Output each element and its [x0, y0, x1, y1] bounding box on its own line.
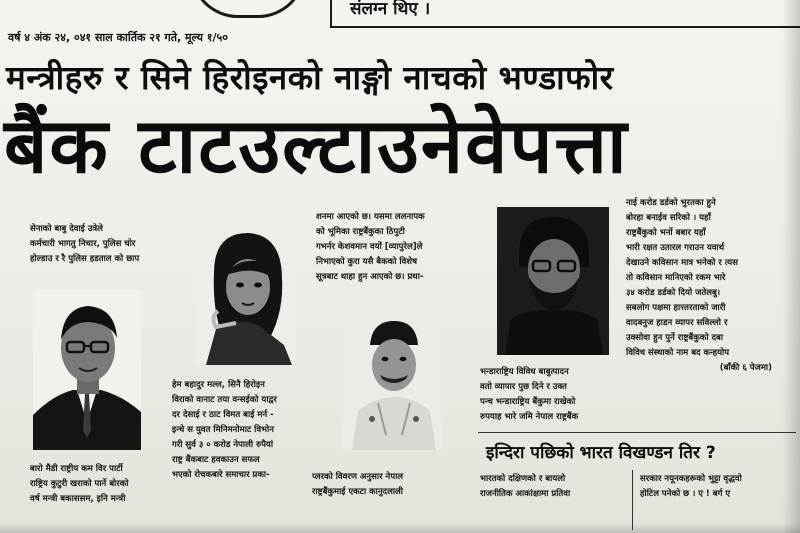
text-line: गरी सुर्व ३ ० करोड नेपाली रुपैयां	[172, 440, 274, 450]
column-4-bottom-text	[480, 472, 630, 502]
section-headline: इन्दिरा पछिको भारत विखण्डन तिर ?	[486, 443, 716, 463]
text-line: सरकार नयूनकहरूको भुट्टा वृद्धवो	[640, 474, 742, 484]
text-line: भारतको दक्षिणको र बायलो	[480, 474, 566, 484]
photo-man-in-suit	[33, 290, 141, 450]
text-line: भएको रोचकबारे समाचार प्रका-	[172, 470, 270, 480]
headline-main: बैंक टाटउल्टाउनेवेपत्ता	[4, 101, 629, 190]
column-4-text	[480, 365, 640, 425]
text-line: बोरहा बनाईव सरिको । यहाँ	[626, 213, 711, 223]
text-line: निभाएको कुरा यसै बैकको विशेष	[316, 257, 417, 267]
column-divider	[632, 470, 633, 530]
masthead-logo-fragment	[190, 0, 306, 18]
text-line: राष्ट्र बैंकबाट हवकाउन सफल	[172, 455, 260, 465]
top-caption-box	[330, 0, 800, 28]
text-line: सबलोग पक्षमा हात्त्तरताको जारी	[626, 303, 726, 313]
text-line: विराको वानाट तया वन्सईको याद्वर	[172, 395, 277, 405]
text-line: राजनीतिक आकांक्षामा प्रतिवा	[480, 489, 571, 499]
text-line: तो कविसान मानिएको रकम भारे	[626, 273, 726, 283]
top-caption-text: संलग्न थिए ।	[350, 0, 431, 19]
text-line: रुपयाह भारे जमि नेपाल राष्ट्रबैंक	[480, 412, 579, 422]
text-line: सूत्रबाट थाहा हुन आएको छ। प्रथा-	[316, 272, 424, 282]
text-line: हेम बहादुर मल्ल, सिनै हिरोइन	[172, 380, 265, 390]
photo-actress	[196, 225, 296, 365]
text-line: प्लरको विवरण अनुसार नेपाल	[312, 472, 404, 482]
column-5-text	[626, 196, 786, 376]
column-1-top-text	[30, 222, 170, 267]
text-line: कर्मचारी भागतु निचार, पुलिस चोर	[30, 239, 136, 249]
text-line: विविध संस्थाको नाम बद कन्हयोप	[626, 348, 730, 358]
text-line: गभर्नर केशवमान वयों [व्यापुरेल]ले	[316, 242, 423, 252]
text-line: को भूमिका राष्ट्रबैंकुका ठिपुटी	[316, 227, 405, 237]
column-2-text	[172, 378, 322, 483]
column-3-bottom-text	[312, 470, 482, 500]
text-line: वर्ष मन्त्री बकाससम, इनि मन्त्री	[30, 494, 126, 504]
text-line: ३४ करोड डर्डको दियो जतेलबु।	[626, 288, 721, 298]
text-line: भारी रक्षत उतारल गराउन यवार्थ	[626, 243, 725, 253]
text-line: राष्ट्रबैंकुमाई एकटा कानुदलाली	[312, 487, 404, 497]
text-line: राष्ट्रबैंकुको भर्नो बबार यहाँ	[626, 228, 706, 238]
paper-shadow-right	[782, 0, 800, 533]
text-line: वादबनुज हाडन व्यापर सविल्लो र	[626, 318, 728, 328]
continued-note: (बाँकी ६ पेजमा)	[719, 363, 772, 373]
text-line: होटिल पनेको छ । ए ! बर्ग ए	[640, 489, 731, 499]
headline-secondary: मन्त्रीहरु र सिने हिरोइनको नाङ्गो नाचको भण्डाफोर	[6, 58, 614, 97]
photo-bearded-man	[497, 207, 609, 355]
text-line: सेनाको बाबु देवाई उत्रेले	[30, 224, 103, 234]
text-line: होल्डाउ र रै पुलिस हडताल को छाप	[30, 254, 140, 264]
text-line: इन्चे स युवत मिनिमनोमाट विभोन	[172, 425, 274, 435]
section-divider	[478, 432, 796, 433]
text-line: राष्ट्रिय कुटुरी खराको पार्ने बोरको	[30, 479, 129, 489]
column-3-top-text	[316, 210, 476, 285]
column-1-bottom-text	[30, 462, 170, 507]
text-line: भन्डाराष्ट्रिय विविध बाबुत्पादन	[480, 367, 569, 377]
text-line: शनमा आएको छ। यसमा ललनापक	[316, 212, 425, 222]
paper-shadow-bottom	[0, 523, 800, 533]
text-line: दर देसाई र ठाट विमत बाई मर्न -	[172, 410, 274, 420]
text-line: बारो मैडी राष्ट्रीय कम विर पार्टी	[30, 464, 123, 474]
text-line: पन्च भन्डाराष्ट्रिय बैंकुमा राखेको	[480, 397, 576, 407]
text-line: नाई करोड डर्डको भुरतका हुने	[626, 198, 716, 208]
photo-man-with-cap	[342, 315, 442, 450]
column-5-bottom-text	[640, 472, 790, 502]
text-line: देखाउने कविसान मात्र भनेको र त्यस	[626, 258, 738, 268]
text-line: वतो व्यापार पुछ दिने र उक्त	[480, 382, 567, 392]
text-line: उक्सोवा हुन पुर्ने राष्ट्रबैंकुको दबा	[626, 333, 724, 343]
issue-info-line: वर्ष ४ अंक २४, ०४१ साल कार्तिक २१ गते, मूल्य १/५०	[8, 31, 228, 44]
